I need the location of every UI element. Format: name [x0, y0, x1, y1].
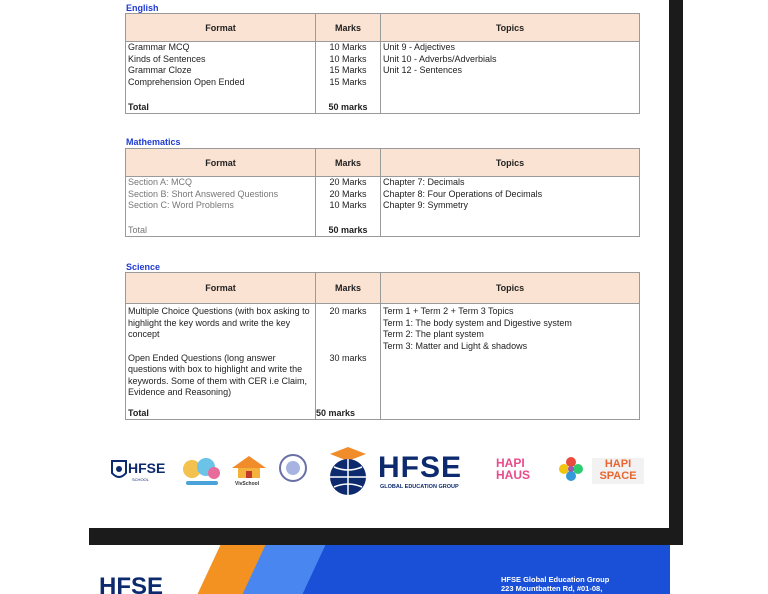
math-topics-header: Topics — [381, 149, 640, 177]
english-topic-1: Unit 9 - Adjectives — [383, 42, 456, 52]
math-topic-1: Chapter 7: Decimals — [383, 177, 465, 187]
math-topic-2: Chapter 8: Four Operations of Decimals — [383, 188, 543, 199]
science-topic-1: Term 1 + Term 2 + Term 3 Topics — [383, 306, 514, 316]
flower-logo-icon — [558, 456, 584, 482]
science-formats-cell — [126, 304, 316, 407]
english-topic-3: Unit 12 - Sentences — [383, 65, 463, 75]
math-format-2: Section B: Short Answered Questions — [128, 188, 279, 199]
science-topic-2: Term 1: The body system and Digestive system — [383, 317, 572, 328]
english-format-2: Kinds of Sentences — [128, 53, 206, 64]
viewer-edge — [669, 0, 683, 545]
math-mark-2: 20 Marks — [329, 188, 367, 199]
science-mark-2: 30 marks — [329, 352, 367, 363]
math-format-header: Format — [126, 149, 316, 177]
english-mark-1: 10 Marks — [329, 42, 367, 52]
science-format-2: Open Ended Questions (long answer questions with box to highlight and write the keywords. Some of them with CER i.e Claim, Evidence and Reasoning) — [128, 352, 308, 397]
international-seal-icon — [278, 453, 308, 483]
english-mark-2: 10 Marks — [329, 53, 367, 64]
science-table — [125, 272, 640, 420]
math-total-topics — [381, 223, 640, 237]
science-topics-cell — [381, 304, 640, 407]
hfse-global-sub: GLOBAL EDUCATION GROUP — [380, 484, 459, 490]
science-mark-1: 20 marks — [329, 306, 367, 316]
footer-company: HFSE Global Education Group — [501, 575, 610, 584]
english-mark-3: 15 Marks — [329, 65, 367, 75]
math-marks-cell — [316, 177, 381, 224]
english-mark-4: 15 Marks — [329, 76, 367, 87]
english-format-1: Grammar MCQ — [128, 42, 190, 52]
math-topics-cell — [381, 177, 640, 224]
science-format-header: Format — [126, 273, 316, 304]
english-topics-cell — [381, 42, 640, 101]
english-total-topics — [381, 100, 640, 114]
footer-street: 223 Mountbatten Rd, #01-08, — [501, 584, 603, 593]
hfse-global-logo: HFSE — [378, 451, 463, 484]
hapi-space-logo: HAPI SPACE — [592, 458, 644, 484]
math-total-label: Total — [126, 223, 316, 237]
english-total-marks: 50 marks — [316, 100, 381, 114]
math-marks-header: Marks — [316, 149, 381, 177]
next-page-header — [89, 545, 670, 594]
mathematics-heading: Mathematics — [126, 137, 181, 147]
science-total-marks: 50 marks — [316, 406, 381, 420]
science-total-topics — [381, 406, 640, 420]
english-table — [125, 13, 640, 114]
english-total-label: Total — [126, 100, 316, 114]
hfse-school-sub: SCHOOL — [132, 477, 149, 482]
math-mark-3: 10 Marks — [329, 200, 367, 210]
science-topic-3: Term 2: The plant system — [383, 329, 484, 339]
mathematics-table — [125, 148, 640, 237]
hfse-school-crest-icon — [110, 459, 128, 483]
english-format-4: Comprehension Open Ended — [128, 76, 245, 87]
english-marks-header: Marks — [316, 14, 381, 42]
math-mark-1: 20 Marks — [329, 177, 367, 187]
math-topic-3: Chapter 9: Symmetry — [383, 200, 469, 210]
math-total-marks: 50 marks — [316, 223, 381, 237]
english-heading: English — [126, 3, 159, 13]
kids-club-logo-icon — [180, 455, 224, 487]
page-gap — [89, 528, 683, 545]
vivschool-logo-icon — [230, 454, 268, 480]
science-heading: Science — [126, 262, 161, 272]
english-formats-cell — [126, 42, 316, 101]
vivschool-label: VivSchool — [235, 481, 260, 487]
globe-graduation-cap-icon — [320, 445, 376, 497]
hfse-school-logo: HFSE — [128, 460, 166, 476]
english-format-3: Grammar Cloze — [128, 65, 192, 75]
english-marks-cell — [316, 42, 381, 101]
footer-address — [501, 575, 609, 593]
science-marks-header: Marks — [316, 273, 381, 304]
science-marks-cell — [316, 304, 381, 407]
english-topic-2: Unit 10 - Adverbs/Adverbials — [383, 53, 497, 64]
math-format-1: Section A: MCQ — [128, 177, 193, 187]
math-formats-cell — [126, 177, 316, 224]
science-total-label: Total — [126, 406, 316, 420]
science-format-1: Multiple Choice Questions (with box asking to highlight the key words and write the key concept — [128, 306, 310, 339]
math-format-3: Section C: Word Problems — [128, 200, 234, 210]
science-topics-header: Topics — [381, 273, 640, 304]
footer-hfse-logo: HFSE — [99, 573, 164, 594]
science-topic-4: Term 3: Matter and Light & shadows — [383, 340, 528, 351]
english-format-header: Format — [126, 14, 316, 42]
english-topics-header: Topics — [381, 14, 640, 42]
hapi-haus-logo: HAPI HAUS — [496, 456, 531, 482]
